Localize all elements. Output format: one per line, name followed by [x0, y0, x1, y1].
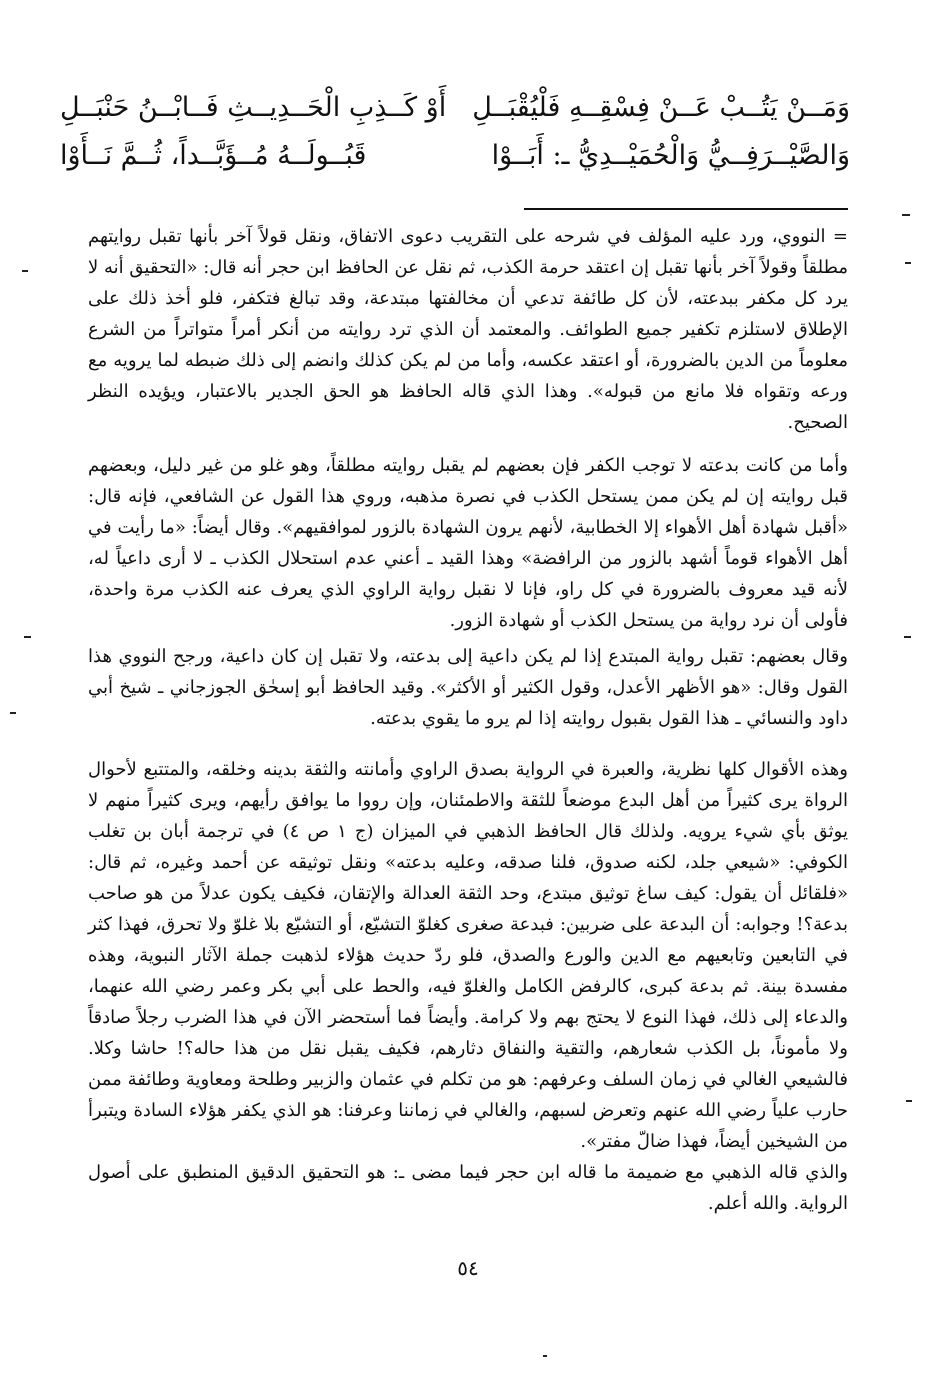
verse-2-second-hemistich: قَبُــولَــهُ مُــؤَبَّــداً، ثُــمَّ نَــأَوْا	[60, 140, 367, 171]
verse-line-1	[60, 92, 850, 140]
margin-speck	[543, 1355, 547, 1357]
margin-speck	[22, 270, 28, 272]
footnote-paragraph-3: وقال بعضهم: تقبل رواية المبتدع إذا لم يكن داعية إلى بدعته، ولا تقبل إن كان داعية، ورجح النووي هذا القول وقال: «هو الأظهر الأعدل، وقول الكثير أو الأكثر». وقيد الحافظ أبو إسحٰق الجوزجاني ـ شيخ أبي داود والنسائي ـ هذا القول بقبول روايته إذا لم يرو ما يقوي بدعته.	[88, 646, 848, 729]
footnote-paragraph-4: وهذه الأقوال كلها نظرية، والعبرة في الرواية بصدق الراوي وأمانته والثقة بدينه وخلقه، والمتتبع لأحوال الرواة يرى كثيراً من أهل البدع موضعاً للثقة والاطمئنان، وإن رووا ما يوافق رأيهم، ويرى كثيراً منهم لا يوثق بأي شيء يرويه. ولذلك قال الحافظ الذهبي في الميزان (ج ١ ص ٤) في ترجمة أبان بن تغلب الكوفي: «شيعي جلد، لكنه صدوق، فلنا صدقه، وعليه بدعته» ونقل توثيقه عن أحمد وغيره، ثم قال: «فلقائل أن يقول: كيف ساغ توثيق مبتدع، وحد الثقة العدالة والإتقان، فكيف يكون عدلاً من هو صاحب بدعة؟! وجوابه: أن البدعة على ضربين: فبدعة صغرى كغلوّ التشيّع، أو التشيّع بلا غلوّ ولا تحرق، فهذا كثر في التابعين وتابعيهم مع الدين والورع والصدق، فلو ردّ حديث هؤلاء لذهبت جملة الآثار النبوية، وهذه مفسدة بينة. ثم بدعة كبرى، كالرفض الكامل والغلوّ فيه، والحط على أبي بكر وعمر رضي الله عنهما، والدعاء إلى ذلك، فهذا النوع لا يحتج بهم ولا كرامة. وأيضاً فما أستحضر الآن في هذا الضرب رجلاً صادقاً ولا مأموناً، بل الكذب شعارهم، والتقية والنفاق دثارهم، فكيف يقبل نقل من هذا حاله؟! حاشا وكلا. فالشيعي الغالي في زمان السلف وعرفهم: هو من تكلم في عثمان والزبير وطلحة ومعاوية وطائفة ممن حارب علياً رضي الله عنهم وتعرض لسبهم، والغالي في زماننا وعرفنا: هو الذي يكفر هؤلاء السادة ويتبرأ من الشيخين أيضاً، فهذا ضالّ مفتر».	[88, 759, 849, 1152]
margin-speck	[904, 636, 911, 638]
verse-1-first-hemistich: وَمَــنْ يَتُــبْ عَــنْ فِسْقِــهِ فَلْيُقْبَــلِ	[472, 92, 850, 123]
margin-speck	[906, 1100, 912, 1102]
margin-speck	[902, 214, 910, 216]
page-number: ٥٤	[457, 1256, 479, 1280]
margin-speck	[24, 636, 31, 638]
verse-1-second-hemistich: أَوْ كَــذِبِ الْحَــدِيــثِ فَــابْــنُ حَنْبَــلِ	[60, 92, 447, 123]
footnote-paragraph-1: = النووي، ورد عليه المؤلف في شرحه على التقريب دعوى الاتفاق، ونقل قولاً آخر بأنها تقبل روايتهم مطلقاً وقولاً آخر بأنها تقبل إن اعتقد حرمة الكذب، ثم نقل عن الحافظ ابن حجر أنه قال: «التحقيق أنه لا يرد كل مكفر ببدعته، لأن كل طائفة تدعي أن مخالفتها مبتدعة، وقد تبالغ فتكفر، فلو أخذ ذلك على الإطلاق لاستلزم تكفير جميع الطوائف. والمعتمد أن الذي ترد روايته من أنكر أمراً متواتراً من الشرع معلوماً من الدين بالضرورة، أو اعتقد عكسه، وأما من لم يكن كذلك وانضم إلى ذلك ضبطه لما يرويه مع ورعه وتقواه فلا مانع من قبوله». وهذا الذي قاله الحافظ هو الحق الجدير بالاعتبار، ويؤيده النظر الصحيح.	[88, 226, 849, 433]
footnote-paragraph-2: وأما من كانت بدعته لا توجب الكفر فإن بعضهم لم يقبل روايته مطلقاً، وهو غلو من غير دليل، وبعضهم قبل روايته إن لم يكن ممن يستحل الكذب في نصرة مذهبه، وروي هذا القول عن الشافعي، فإنه قال: «أقبل شهادة أهل الأهواء إلا الخطابية، لأنهم يرون الشهادة بالزور لموافقيهم». وقال أيضاً: «ما رأيت في أهل الأهواء قوماً أشهد بالزور من الرافضة» وهذا القيد ـ أعني عدم استحلال الكذب ـ لا أرى داعياً له، لأنه قيد معروف بالضرورة في كل راو، فإنا لا نقبل رواية الراوي الذي يعرف عنه الكذب مرة واحدة، فأولى أن نرد رواية من يستحل الكذب أو شهادة الزور.	[88, 455, 848, 631]
footnote-separator	[524, 208, 848, 210]
verse-2-first-hemistich: وَالصَّيْــرَفِــيُّ وَالْحُمَيْــدِيُّ ـ: أَبَــوْا	[491, 140, 850, 171]
footnote-paragraph-5: والذي قاله الذهبي مع ضميمة ما قاله ابن حجر فيما مضى ـ: هو التحقيق الدقيق المنطبق على أصول الرواية. والله أعلم.	[88, 1162, 848, 1214]
margin-speck	[905, 262, 911, 264]
verse-line-2	[60, 140, 850, 188]
margin-speck	[10, 712, 16, 714]
